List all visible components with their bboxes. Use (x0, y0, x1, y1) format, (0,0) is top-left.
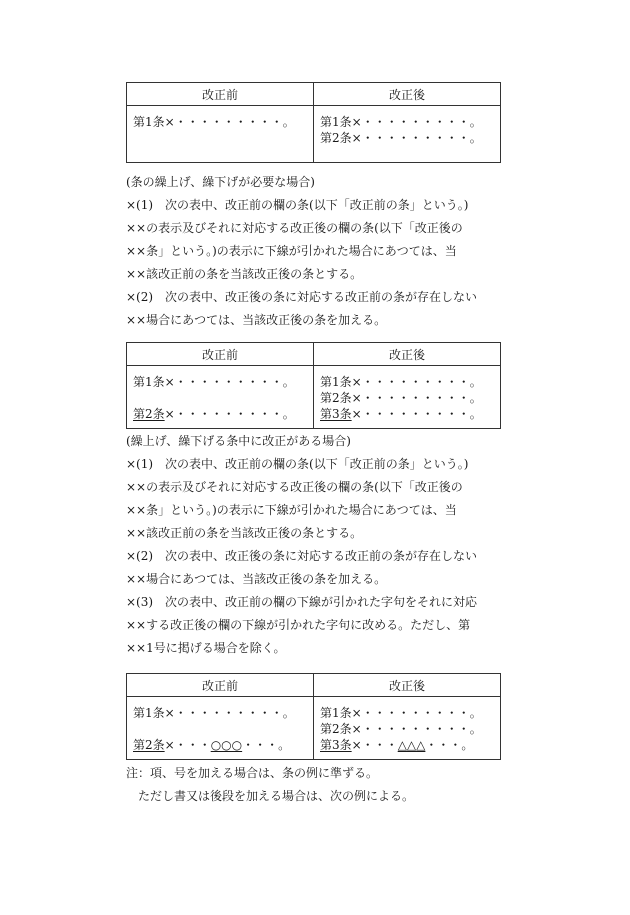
table-line: 第1条×・・・・・・・・・。 (133, 115, 295, 129)
table-cell-after (314, 697, 501, 760)
table-line: 第2条×・・・・・・・・・。 (320, 131, 482, 145)
table-line: 第2条×・・・・・・・・・。 (320, 391, 482, 405)
table-cell-after (314, 366, 501, 429)
table-cell-before (127, 697, 314, 760)
note (126, 762, 506, 808)
paragraph-line: ××場合にあつては、当該改正後の条を加える。 (126, 313, 387, 327)
paragraph-line: ××する改正後の欄の下線が引かれた字句に改める。ただし、第 (126, 618, 471, 632)
table-header-after: 改正後 (314, 343, 501, 366)
paragraph-line: ××の表示及びそれに対応する改正後の欄の条(以下「改正後の (126, 480, 463, 494)
paragraph-line: ××1号に掲げる場合を除く。 (126, 641, 286, 655)
comparison-table-2 (126, 342, 501, 429)
paragraph-line: ×(3) 次の表中、改正前の欄の下線が引かれた字句をそれに対応 (126, 595, 478, 609)
table-line: 第1条×・・・・・・・・・。 (320, 706, 482, 720)
paragraph-line: ×(2) 次の表中、改正後の条に対応する改正前の条が存在しない (126, 549, 478, 563)
table-header-after: 改正後 (314, 83, 501, 106)
underlined-text: 第3条 (320, 738, 352, 752)
section-heading: (条の繰上げ、繰下げが必要な場合) (126, 175, 315, 189)
table-cell-before (127, 366, 314, 429)
table-text: ・・・。 (242, 738, 291, 752)
paragraph-line: ××該改正前の条を当該改正後の条とする。 (126, 267, 363, 281)
paragraph-line: ××条」という。)の表示に下線が引かれた場合にあつては、当 (126, 503, 457, 517)
table-text: ×・・・・・・・・・。 (164, 407, 295, 421)
table-line: 第1条×・・・・・・・・・。 (320, 115, 482, 129)
table-cell-before (127, 106, 314, 163)
paragraph-line: ×(1) 次の表中、改正前の欄の条(以下「改正前の条」という。) (126, 457, 469, 471)
table-line (133, 406, 307, 422)
table-line: 第2条×・・・・・・・・・。 (320, 722, 482, 736)
table-text: ×・・・ (164, 738, 211, 752)
note-line: ただし書又は後段を加える場合は、次の例による。 (126, 789, 415, 803)
underlined-text: ○○○ (210, 738, 243, 752)
table-header-before: 改正前 (127, 674, 314, 697)
table-header-after: 改正後 (314, 674, 501, 697)
note-line: 注：項、号を加える場合は、条の例に準ずる。 (126, 766, 379, 780)
underlined-text: 第3条 (320, 407, 352, 421)
paragraph-line: ××該改正前の条を当該改正後の条とする。 (126, 526, 363, 540)
underlined-text: 第2条 (133, 738, 165, 752)
table-text: ×・・・・・・・・・。 (351, 407, 482, 421)
underlined-text: △△△ (397, 738, 426, 752)
table-text: ・・・。 (425, 738, 474, 752)
table-line: 第1条×・・・・・・・・・。 (133, 375, 295, 389)
table-line: 第1条×・・・・・・・・・。 (133, 706, 295, 720)
table-line (320, 737, 494, 753)
paragraph-line: ××条」という。)の表示に下線が引かれた場合にあつては、当 (126, 244, 457, 258)
table-line: 第1条×・・・・・・・・・。 (320, 375, 482, 389)
paragraph-line: ××場合にあつては、当該改正後の条を加える。 (126, 572, 387, 586)
section-1 (126, 171, 506, 332)
table-cell-after (314, 106, 501, 163)
table-header-before: 改正前 (127, 343, 314, 366)
paragraph-line: ×(2) 次の表中、改正後の条に対応する改正前の条が存在しない (126, 290, 478, 304)
comparison-table-1 (126, 82, 501, 163)
table-line (320, 406, 494, 422)
section-2 (126, 430, 506, 660)
table-header-before: 改正前 (127, 83, 314, 106)
underlined-text: 第2条 (133, 407, 165, 421)
comparison-table-3 (126, 673, 501, 760)
table-line (133, 737, 307, 753)
section-heading: (繰上げ、繰下げる条中に改正がある場合) (126, 434, 351, 448)
table-text: ×・・・ (351, 738, 398, 752)
paragraph-line: ××の表示及びそれに対応する改正後の欄の条(以下「改正後の (126, 221, 463, 235)
paragraph-line: ×(1) 次の表中、改正前の欄の条(以下「改正前の条」という。) (126, 198, 469, 212)
